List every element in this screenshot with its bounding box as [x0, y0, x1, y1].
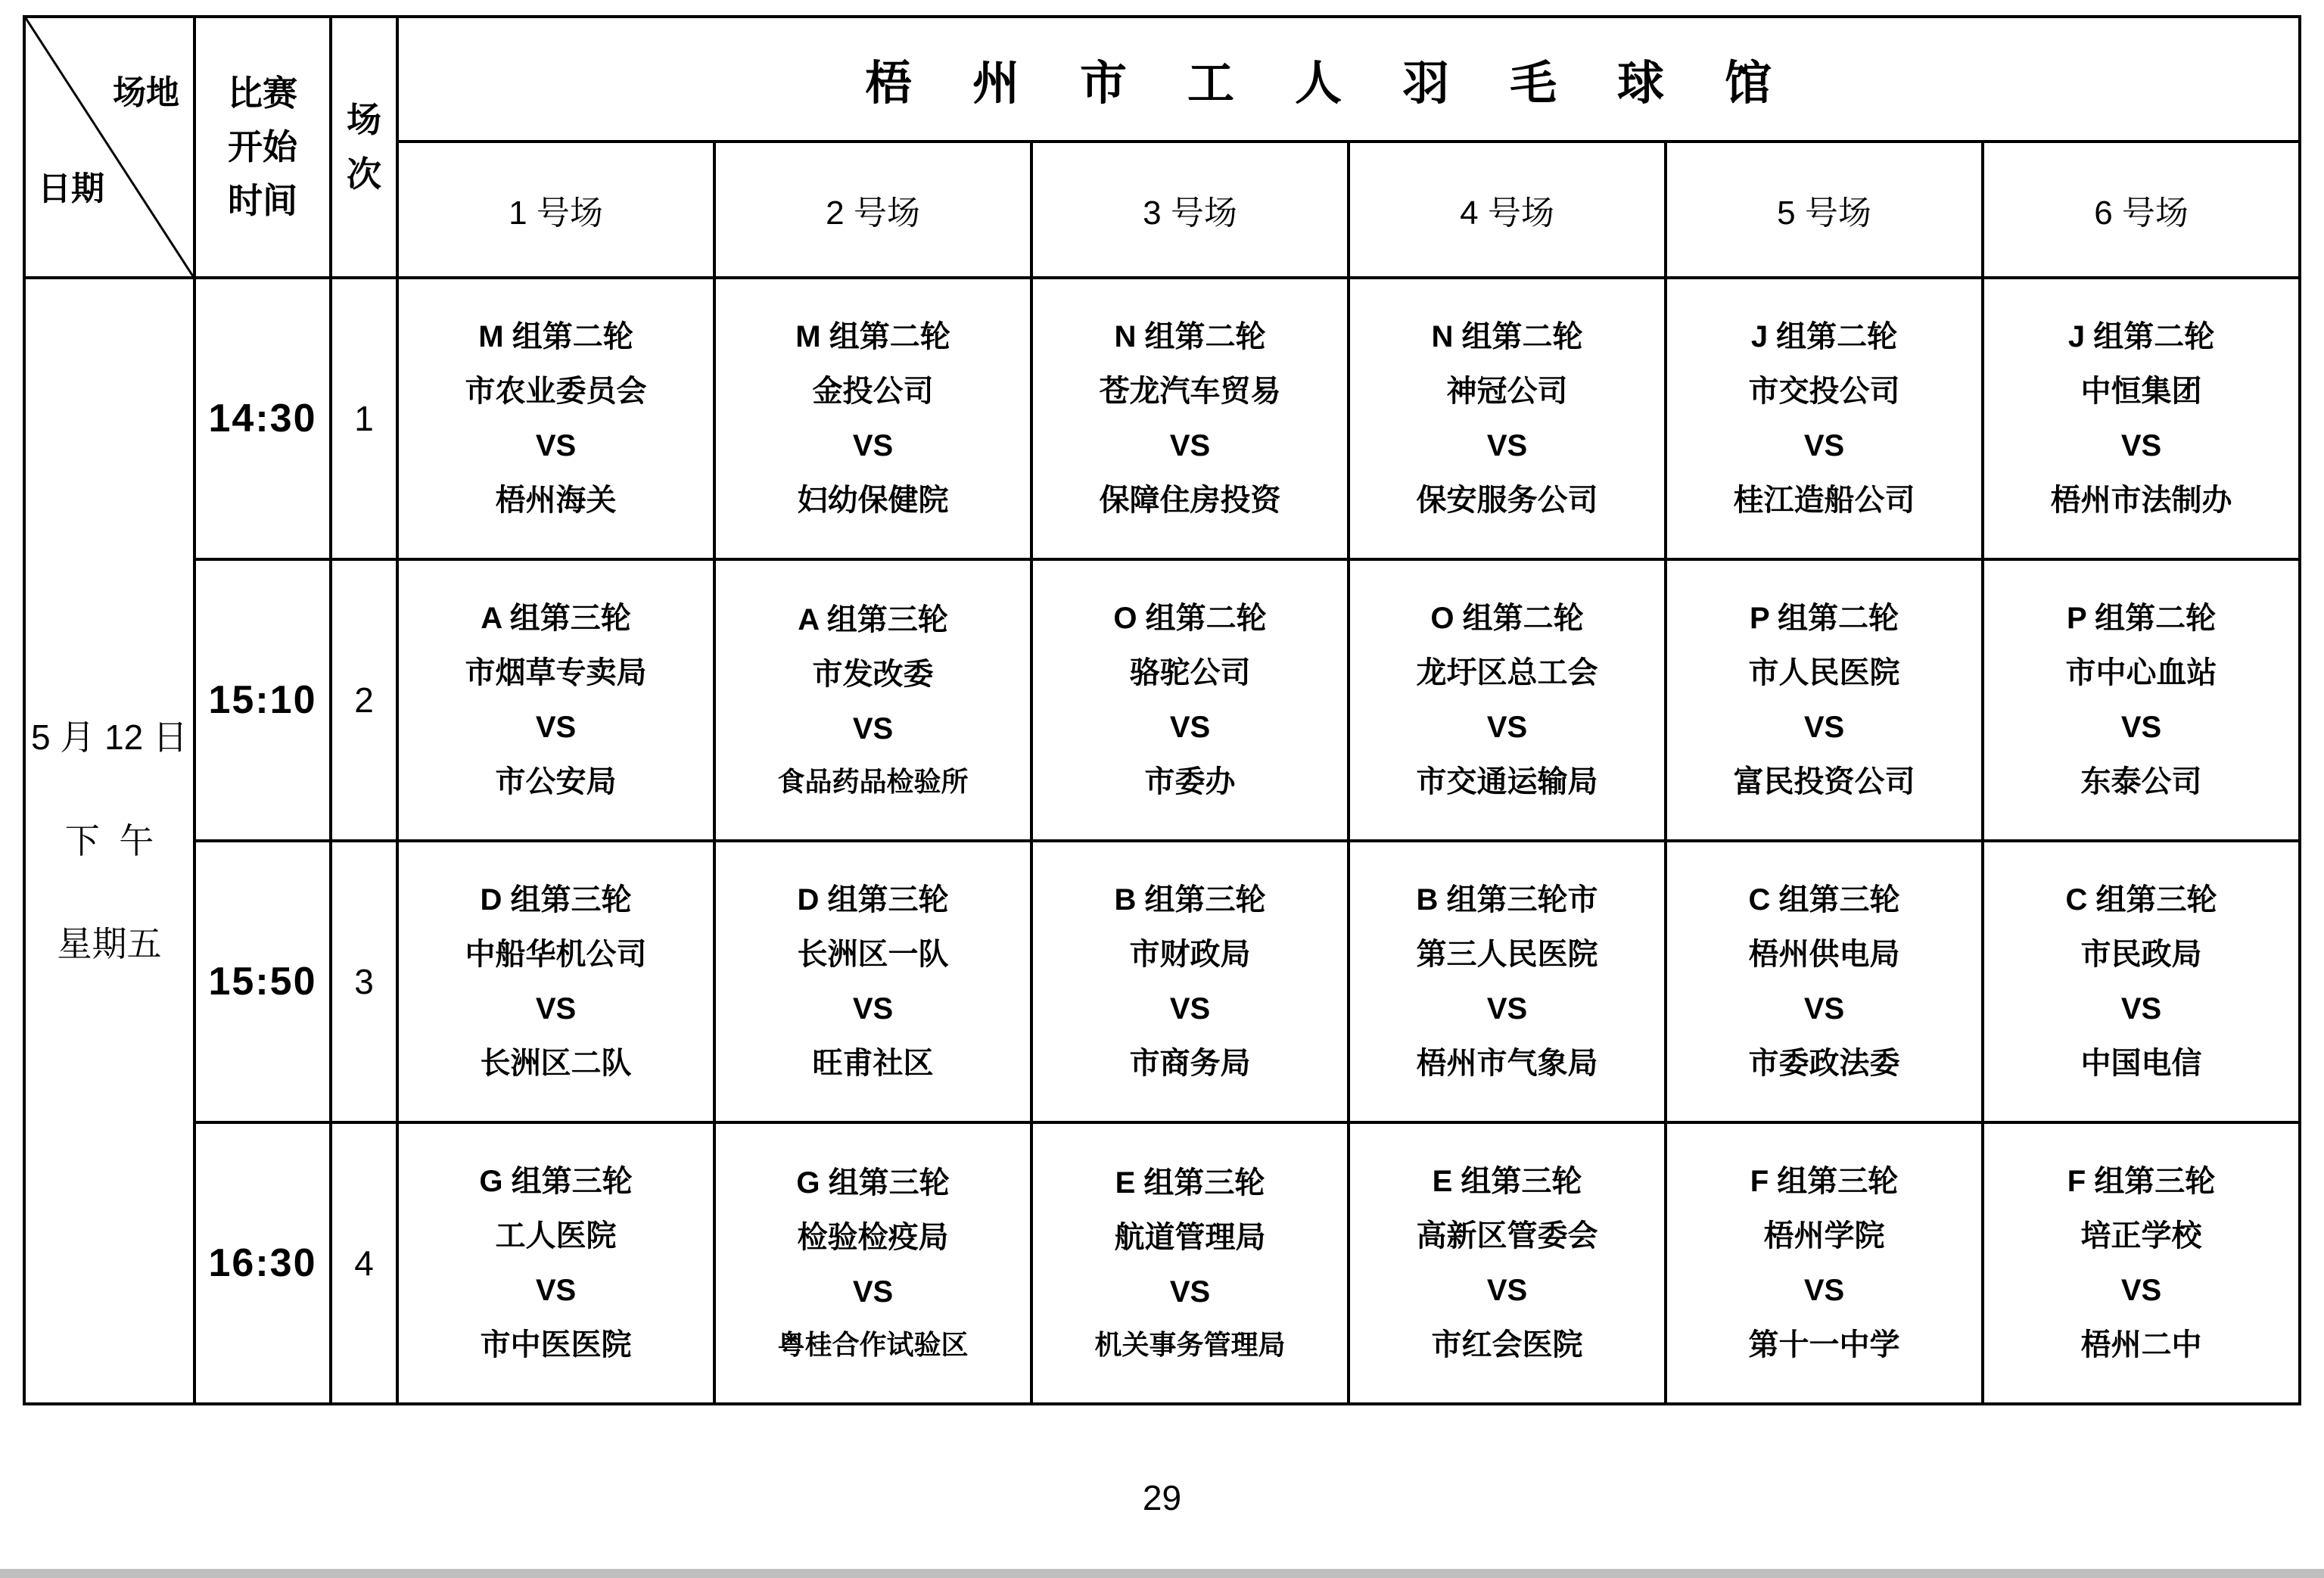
- match-cell: [1349, 1122, 1666, 1404]
- match-round: D 组第三轮: [797, 883, 949, 917]
- match-team2: 市委政法委: [1748, 1047, 1900, 1080]
- match-round: P 组第二轮: [1749, 602, 1899, 635]
- vs-label: VS: [1169, 711, 1211, 744]
- vs-label: VS: [2120, 992, 2162, 1026]
- session-header-cell: [331, 17, 397, 278]
- match-cell: [1666, 559, 1983, 841]
- vs-label: VS: [1486, 429, 1528, 462]
- vs-label: VS: [852, 992, 894, 1026]
- match-team1: 中恒集团: [2080, 375, 2202, 408]
- match-cell: [1666, 278, 1983, 559]
- match-cell: [714, 278, 1031, 559]
- match-team2: 保障住房投资: [1099, 484, 1281, 517]
- match-team2: 保安服务公司: [1416, 484, 1598, 517]
- match-round: E 组第三轮: [1115, 1166, 1265, 1200]
- match-team1: 市民政局: [2080, 938, 2202, 971]
- time-header-line: 开始: [228, 126, 297, 167]
- match-team1: 市人民医院: [1748, 656, 1900, 689]
- match-cell: [714, 841, 1031, 1122]
- time-header-cell: [194, 17, 331, 278]
- vs-label: VS: [1803, 1274, 1845, 1307]
- match-team1: 市中心血站: [2065, 656, 2217, 689]
- match-team1: 金投公司: [812, 375, 934, 408]
- match-team1: 市交投公司: [1748, 375, 1900, 408]
- session-cell: 2: [331, 559, 397, 841]
- corner-cell: [24, 17, 194, 278]
- match-cell: [1031, 278, 1349, 559]
- match-team2: 机关事务管理局: [1094, 1329, 1286, 1361]
- match-cell: [397, 841, 714, 1122]
- match-team1: 骆驼公司: [1129, 656, 1251, 689]
- match-cell: [1983, 1122, 2300, 1404]
- match-cell: [397, 559, 714, 841]
- match-cell: [1031, 559, 1349, 841]
- vs-label: VS: [535, 992, 577, 1026]
- match-team2: 旺甫社区: [812, 1047, 934, 1080]
- match-team2: 妇幼保健院: [797, 484, 949, 517]
- match-round: D 组第三轮: [480, 883, 632, 917]
- vs-label: VS: [852, 1275, 894, 1309]
- match-team2: 市商务局: [1129, 1047, 1251, 1080]
- match-round: C 组第三轮: [2065, 883, 2217, 917]
- court-header-6: 6 号场: [1983, 142, 2300, 278]
- match-team1: 梧州供电局: [1748, 938, 1900, 971]
- match-round: O 组第二轮: [1113, 602, 1267, 635]
- match-team2: 富民投资公司: [1733, 765, 1915, 798]
- match-round: N 组第二轮: [1114, 320, 1266, 353]
- match-cell: [1666, 841, 1983, 1122]
- match-cell: [1031, 841, 1349, 1122]
- match-round: J 组第二轮: [2067, 320, 2215, 353]
- match-cell: [1031, 1122, 1349, 1404]
- diagonal-line: [26, 18, 193, 276]
- match-team1: 苍龙汽车贸易: [1099, 375, 1281, 408]
- corner-venue-label: 场地: [113, 74, 179, 111]
- match-team2: 粤桂合作试验区: [777, 1329, 969, 1361]
- court-header-5: 5 号场: [1666, 142, 1983, 278]
- match-team2: 市红会医院: [1431, 1328, 1583, 1362]
- court-header-4: 4 号场: [1349, 142, 1666, 278]
- session-cell: 1: [331, 278, 397, 559]
- session-cell: 3: [331, 841, 397, 1122]
- court-header-3: 3 号场: [1031, 142, 1349, 278]
- match-team2: 中国电信: [2080, 1047, 2202, 1080]
- scan-edge-strip: [0, 1569, 2324, 1578]
- match-cell: [1983, 278, 2300, 559]
- page-number: 29: [1142, 1478, 1182, 1517]
- vs-label: VS: [1803, 992, 1845, 1026]
- match-round: M 组第二轮: [795, 320, 950, 353]
- match-team2: 梧州市法制办: [2050, 484, 2232, 517]
- match-team1: 中船华机公司: [465, 938, 647, 971]
- match-round: A 组第三轮: [481, 602, 631, 635]
- match-team1: 长洲区一队: [797, 938, 949, 971]
- court-header-1: 1 号场: [397, 142, 714, 278]
- match-cell: [1983, 559, 2300, 841]
- match-round: M 组第二轮: [478, 320, 633, 353]
- match-cell: [714, 1122, 1031, 1404]
- vs-label: VS: [1803, 711, 1845, 744]
- time-cell: 16:30: [194, 1122, 331, 1404]
- match-team1: 市发改委: [812, 658, 934, 692]
- match-team2: 梧州二中: [2080, 1328, 2202, 1362]
- match-round: G 组第三轮: [796, 1166, 950, 1200]
- date-line-3: 星期五: [57, 924, 162, 964]
- match-round: G 组第三轮: [479, 1165, 633, 1198]
- vs-label: VS: [1169, 992, 1211, 1026]
- match-team1: 检验检疫局: [797, 1221, 949, 1255]
- match-team1: 高新区管委会: [1416, 1219, 1598, 1253]
- date-cell: [24, 278, 194, 1404]
- session-header-line: 次: [347, 154, 381, 194]
- match-team2: 市中医医院: [480, 1328, 632, 1362]
- match-round: A 组第三轮: [798, 603, 948, 637]
- match-team1: 梧州学院: [1763, 1219, 1885, 1253]
- time-cell: 15:50: [194, 841, 331, 1122]
- session-cell: 4: [331, 1122, 397, 1404]
- match-team2: 第十一中学: [1748, 1328, 1900, 1362]
- match-team2: 梧州海关: [495, 484, 617, 517]
- match-team1: 航道管理局: [1114, 1221, 1266, 1255]
- vs-label: VS: [1486, 711, 1528, 744]
- match-round: E 组第三轮: [1432, 1165, 1582, 1198]
- time-header-line: 比赛: [228, 73, 297, 113]
- match-round: F 组第三轮: [1750, 1165, 1899, 1198]
- match-cell: [397, 278, 714, 559]
- time-cell: 14:30: [194, 278, 331, 559]
- time-cell: 15:10: [194, 559, 331, 841]
- match-team2: 食品药品检验所: [777, 766, 969, 798]
- session-header-line: 场: [347, 100, 381, 140]
- match-team1: 神冠公司: [1446, 375, 1568, 408]
- match-round: F 组第三轮: [2067, 1165, 2216, 1198]
- match-team2: 长洲区二队: [480, 1047, 632, 1080]
- match-cell: [714, 559, 1031, 841]
- match-round: N 组第二轮: [1431, 320, 1583, 353]
- vs-label: VS: [1486, 1274, 1528, 1307]
- match-round: J 组第二轮: [1750, 320, 1898, 353]
- match-team1: 第三人民医院: [1416, 938, 1598, 971]
- vs-label: VS: [852, 429, 894, 462]
- vs-label: VS: [2120, 1274, 2162, 1307]
- match-cell: [1349, 278, 1666, 559]
- match-round: B 组第三轮: [1114, 883, 1266, 917]
- vs-label: VS: [535, 711, 577, 744]
- corner-date-label: 日期: [38, 170, 104, 207]
- match-team2: 梧州市气象局: [1416, 1047, 1598, 1080]
- match-team1: 市烟草专卖局: [465, 656, 647, 689]
- match-team1: 市农业委员会: [465, 375, 647, 408]
- match-team2: 市公安局: [495, 765, 617, 798]
- match-round: B 组第三轮市: [1416, 883, 1598, 917]
- match-team2: 市委办: [1144, 765, 1236, 798]
- vs-label: VS: [2120, 711, 2162, 744]
- match-team2: 东泰公司: [2080, 765, 2202, 798]
- match-cell: [1349, 559, 1666, 841]
- vs-label: VS: [1486, 992, 1528, 1026]
- match-round: C 组第三轮: [1748, 883, 1900, 917]
- vs-label: VS: [852, 712, 894, 746]
- vs-label: VS: [1803, 429, 1845, 462]
- match-team2: 桂江造船公司: [1733, 484, 1915, 517]
- vs-label: VS: [1169, 429, 1211, 462]
- match-team1: 培正学校: [2080, 1219, 2202, 1253]
- match-cell: [1349, 841, 1666, 1122]
- match-cell: [397, 1122, 714, 1404]
- match-cell: [1983, 841, 2300, 1122]
- vs-label: VS: [1169, 1275, 1211, 1309]
- date-line-2: 下 午: [64, 820, 154, 861]
- match-team1: 龙圩区总工会: [1416, 656, 1598, 689]
- match-cell: [1666, 1122, 1983, 1404]
- time-header-line: 时间: [228, 181, 297, 221]
- match-team1: 工人医院: [495, 1219, 617, 1253]
- venue-title: 梧州市工人羽毛球馆: [397, 17, 2300, 142]
- vs-label: VS: [535, 429, 577, 462]
- vs-label: VS: [535, 1274, 577, 1307]
- date-line-1: 5 月 12 日: [30, 717, 188, 758]
- schedule-table: [23, 15, 2301, 1405]
- match-team1: 市财政局: [1129, 938, 1251, 971]
- match-round: O 组第二轮: [1430, 602, 1584, 635]
- vs-label: VS: [2120, 429, 2162, 462]
- match-team2: 市交通运输局: [1416, 765, 1598, 798]
- match-round: P 组第二轮: [2067, 602, 2217, 635]
- court-header-2: 2 号场: [714, 142, 1031, 278]
